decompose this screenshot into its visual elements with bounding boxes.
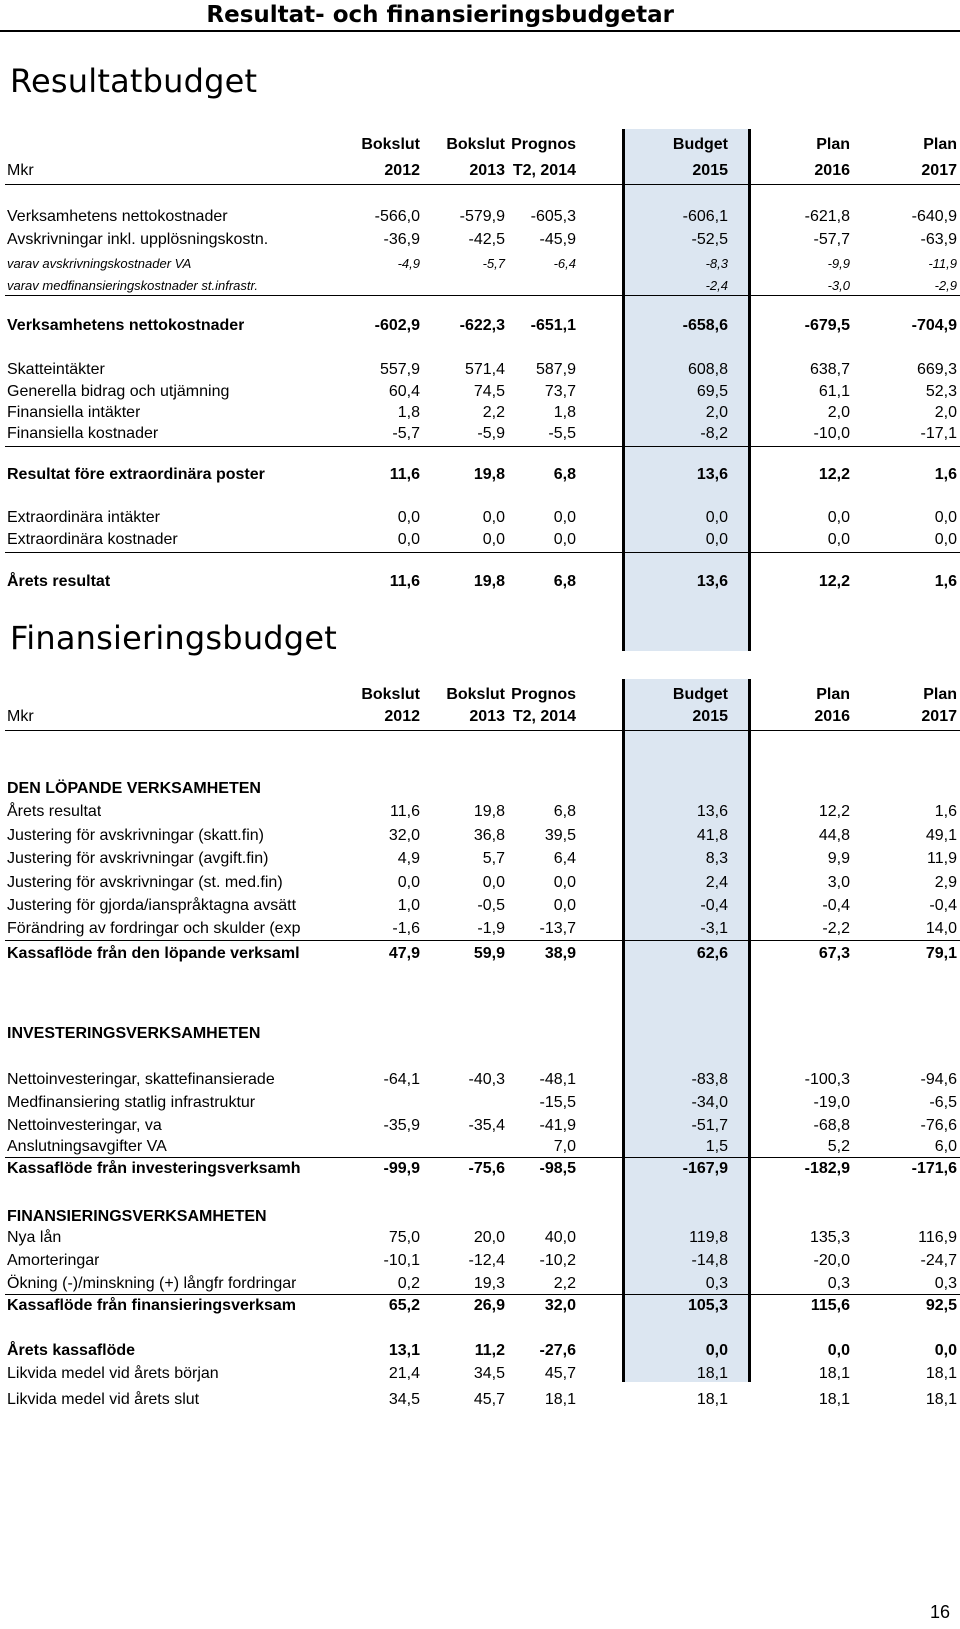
row-label: Justering för avskrivningar (st. med.fin) bbox=[7, 874, 283, 891]
page-header bbox=[0, 0, 960, 32]
value-cell: 34,5 bbox=[388, 1391, 420, 1408]
row-label: Verksamhetens nettokostnader bbox=[7, 208, 228, 225]
table-row bbox=[0, 1340, 960, 1362]
value-cell: 6,4 bbox=[553, 850, 576, 867]
table-row bbox=[0, 1069, 960, 1091]
row-label: Nya lån bbox=[7, 1229, 62, 1246]
table-row bbox=[0, 1023, 960, 1045]
value-cell: Budget bbox=[672, 686, 728, 703]
column-header-row bbox=[0, 706, 960, 728]
row-label: INVESTERINGSVERKSAMHETEN bbox=[7, 1025, 261, 1042]
value-cell: 2015 bbox=[692, 708, 728, 725]
value-cell: -605,3 bbox=[530, 208, 576, 225]
value-cell: -622,3 bbox=[459, 317, 505, 334]
value-cell: 14,0 bbox=[925, 920, 957, 937]
value-cell: Budget bbox=[672, 136, 728, 153]
row-label: Skatteintäkter bbox=[7, 361, 105, 378]
value-cell: -8,2 bbox=[700, 425, 728, 442]
table-row bbox=[0, 381, 960, 403]
value-cell: 12,2 bbox=[818, 573, 850, 590]
value-cell: 7,0 bbox=[553, 1138, 576, 1155]
value-cell: 0,0 bbox=[397, 874, 420, 891]
value-cell: -9,9 bbox=[827, 256, 850, 271]
row-rule bbox=[5, 552, 960, 553]
value-cell: 8,3 bbox=[705, 850, 728, 867]
value-cell: -5,7 bbox=[482, 256, 505, 271]
value-cell: 0,0 bbox=[482, 531, 505, 548]
value-cell: -1,9 bbox=[477, 920, 505, 937]
row-label: FINANSIERINGSVERKSAMHETEN bbox=[7, 1208, 267, 1225]
value-cell: 18,1 bbox=[818, 1365, 850, 1382]
value-cell: 11,6 bbox=[389, 466, 420, 483]
value-cell: 608,8 bbox=[687, 361, 728, 378]
table-row bbox=[0, 529, 960, 551]
value-cell: -6,4 bbox=[553, 256, 576, 271]
table-row bbox=[0, 1273, 960, 1295]
value-cell: -704,9 bbox=[911, 317, 957, 334]
value-cell: -11,9 bbox=[928, 256, 957, 271]
value-cell: 19,8 bbox=[473, 573, 505, 590]
value-cell: 12,2 bbox=[818, 803, 850, 820]
value-cell: 116,9 bbox=[918, 1229, 957, 1246]
value-cell: -83,8 bbox=[691, 1071, 728, 1088]
value-cell: Bokslut bbox=[361, 136, 420, 153]
row-label: Anslutningsavgifter VA bbox=[7, 1138, 167, 1155]
row-label: Kassaflöde från finansieringsverksam bbox=[7, 1297, 297, 1314]
table-row bbox=[0, 848, 960, 870]
value-cell: 52,3 bbox=[925, 383, 957, 400]
table-row bbox=[0, 359, 960, 381]
value-cell: -99,9 bbox=[383, 1160, 420, 1177]
table-row bbox=[0, 1206, 960, 1228]
value-cell: 2012 bbox=[384, 708, 420, 725]
table-row bbox=[0, 206, 960, 228]
table-row bbox=[0, 1115, 960, 1137]
value-cell: 49,1 bbox=[925, 827, 957, 844]
row-rule bbox=[5, 940, 960, 941]
value-cell: 62,6 bbox=[696, 945, 728, 962]
value-cell: -0,4 bbox=[929, 897, 957, 914]
value-cell: 21,4 bbox=[388, 1365, 420, 1382]
table-row bbox=[0, 253, 960, 275]
table-row bbox=[0, 943, 960, 965]
value-cell: 0,0 bbox=[934, 531, 957, 548]
table-row bbox=[0, 872, 960, 894]
row-label: Justering för gjorda/ianspråktagna avsätt bbox=[7, 897, 297, 914]
value-cell: 11,2 bbox=[474, 1342, 505, 1359]
value-cell: 5,2 bbox=[827, 1138, 850, 1155]
value-cell: -5,9 bbox=[477, 425, 505, 442]
row-label: Generella bidrag och utjämning bbox=[7, 383, 230, 400]
table-row bbox=[0, 402, 960, 424]
value-cell: 45,7 bbox=[544, 1365, 576, 1382]
value-cell: 557,9 bbox=[379, 361, 420, 378]
row-label: varav avskrivningskostnader VA bbox=[7, 256, 192, 271]
table-row bbox=[0, 275, 960, 297]
row-label: Likvida medel vid årets början bbox=[7, 1365, 219, 1382]
value-cell: -6,5 bbox=[929, 1094, 957, 1111]
value-cell: 119,8 bbox=[689, 1229, 728, 1246]
table-row bbox=[0, 1158, 960, 1180]
value-cell: 2013 bbox=[469, 708, 505, 725]
row-label: Ökning (-)/minskning (+) långfr fordringar bbox=[7, 1275, 297, 1292]
row-label: Verksamhetens nettokostnader bbox=[7, 317, 245, 334]
value-cell: 47,9 bbox=[388, 945, 420, 962]
value-cell: 135,3 bbox=[809, 1229, 850, 1246]
value-cell: Prognos bbox=[511, 136, 576, 153]
value-cell: 105,3 bbox=[687, 1297, 728, 1314]
value-cell: T2, 2014 bbox=[512, 708, 576, 725]
value-cell: 32,0 bbox=[388, 827, 420, 844]
value-cell: 2,0 bbox=[934, 404, 957, 421]
row-label: DEN LÖPANDE VERKSAMHETEN bbox=[7, 780, 261, 797]
value-cell: -12,4 bbox=[468, 1252, 505, 1269]
value-cell: 2017 bbox=[921, 162, 957, 179]
value-cell: 2,2 bbox=[482, 404, 505, 421]
value-cell: 0,0 bbox=[827, 509, 850, 526]
value-cell: 6,0 bbox=[934, 1138, 957, 1155]
value-cell: 5,7 bbox=[482, 850, 505, 867]
value-cell: 11,6 bbox=[390, 803, 420, 820]
value-cell: -19,0 bbox=[813, 1094, 850, 1111]
row-label: Amorteringar bbox=[7, 1252, 100, 1269]
value-cell: 44,8 bbox=[818, 827, 850, 844]
row-label: Årets resultat bbox=[7, 803, 102, 820]
value-cell: -5,5 bbox=[548, 425, 576, 442]
value-cell: -566,0 bbox=[374, 208, 420, 225]
value-cell: 0,0 bbox=[553, 874, 576, 891]
resultatbudget-title: Resultatbudget bbox=[10, 62, 258, 100]
value-cell: -2,2 bbox=[822, 920, 850, 937]
value-cell: -42,5 bbox=[468, 231, 505, 248]
value-cell: -100,3 bbox=[804, 1071, 850, 1088]
value-cell: 11,9 bbox=[927, 850, 957, 867]
value-cell: -35,9 bbox=[383, 1117, 420, 1134]
table-row bbox=[0, 1092, 960, 1114]
value-cell: 19,3 bbox=[473, 1275, 505, 1292]
value-cell: 26,9 bbox=[473, 1297, 505, 1314]
value-cell: 61,1 bbox=[818, 383, 850, 400]
value-cell: 20,0 bbox=[473, 1229, 505, 1246]
value-cell: 79,1 bbox=[925, 945, 957, 962]
value-cell: -34,0 bbox=[691, 1094, 728, 1111]
value-cell: Prognos bbox=[511, 686, 576, 703]
value-cell: -10,2 bbox=[539, 1252, 576, 1269]
value-cell: 1,6 bbox=[934, 803, 957, 820]
value-cell: Plan bbox=[816, 136, 850, 153]
value-cell: -651,1 bbox=[530, 317, 576, 334]
value-cell: -182,9 bbox=[804, 1160, 850, 1177]
value-cell: 0,0 bbox=[482, 509, 505, 526]
value-cell: -0,4 bbox=[822, 897, 850, 914]
value-cell: 6,8 bbox=[553, 466, 576, 483]
value-cell: -10,0 bbox=[813, 425, 850, 442]
table-row bbox=[0, 229, 960, 251]
row-label: Justering för avskrivningar (avgift.fin) bbox=[7, 850, 269, 867]
value-cell: 6,8 bbox=[553, 803, 576, 820]
value-cell: 0,3 bbox=[934, 1275, 957, 1292]
value-cell: 1,5 bbox=[705, 1138, 728, 1155]
value-cell: 2,4 bbox=[705, 874, 728, 891]
value-cell: -20,0 bbox=[813, 1252, 850, 1269]
value-cell: 60,4 bbox=[388, 383, 420, 400]
row-label: Årets kassaflöde bbox=[7, 1342, 136, 1359]
value-cell: -3,1 bbox=[700, 920, 728, 937]
table-row bbox=[0, 801, 960, 823]
mkr-label: Mkr bbox=[7, 162, 34, 179]
value-cell: 0,0 bbox=[934, 509, 957, 526]
value-cell: -17,1 bbox=[920, 425, 957, 442]
mkr-label: Mkr bbox=[7, 708, 34, 725]
value-cell: -57,7 bbox=[813, 231, 850, 248]
value-cell: 92,5 bbox=[925, 1297, 957, 1314]
value-cell: T2, 2014 bbox=[512, 162, 576, 179]
value-cell: -602,9 bbox=[374, 317, 420, 334]
value-cell: -640,9 bbox=[911, 208, 957, 225]
value-cell: 69,5 bbox=[696, 383, 728, 400]
value-cell: 75,0 bbox=[388, 1229, 420, 1246]
table-row bbox=[0, 918, 960, 940]
value-cell: 1,8 bbox=[397, 404, 420, 421]
table-row bbox=[0, 895, 960, 917]
row-label: Kassaflöde från investeringsverksamh bbox=[7, 1160, 301, 1177]
value-cell: 13,6 bbox=[696, 803, 728, 820]
value-cell: 2,2 bbox=[553, 1275, 576, 1292]
row-label: Justering för avskrivningar (skatt.fin) bbox=[7, 827, 264, 844]
table-row bbox=[0, 778, 960, 800]
page-header-title: Resultat- och finansieringsbudgetar bbox=[206, 2, 674, 28]
value-cell: 2,9 bbox=[934, 874, 957, 891]
value-cell: -606,1 bbox=[682, 208, 728, 225]
row-rule bbox=[5, 1157, 960, 1158]
value-cell: -8,3 bbox=[705, 256, 728, 271]
value-cell: -14,8 bbox=[691, 1252, 728, 1269]
value-cell: 0,0 bbox=[482, 874, 505, 891]
header-rule bbox=[5, 730, 960, 731]
value-cell: 587,9 bbox=[535, 361, 576, 378]
value-cell: 0,0 bbox=[705, 509, 728, 526]
row-label: Finansiella intäkter bbox=[7, 404, 141, 421]
value-cell: 6,8 bbox=[553, 573, 576, 590]
value-cell: 1,0 bbox=[397, 897, 420, 914]
value-cell: 0,0 bbox=[397, 509, 420, 526]
value-cell: -621,8 bbox=[804, 208, 850, 225]
value-cell: 38,9 bbox=[544, 945, 576, 962]
value-cell: 669,3 bbox=[916, 361, 957, 378]
value-cell: -41,9 bbox=[539, 1117, 576, 1134]
value-cell: 1,6 bbox=[934, 573, 957, 590]
row-rule bbox=[5, 1294, 960, 1295]
value-cell: -2,9 bbox=[934, 278, 957, 293]
value-cell: -5,7 bbox=[392, 425, 420, 442]
value-cell: -3,0 bbox=[827, 278, 850, 293]
row-label: Kassaflöde från den löpande verksaml bbox=[7, 945, 300, 962]
table-row bbox=[0, 1363, 960, 1385]
value-cell: 4,9 bbox=[397, 850, 420, 867]
value-cell: -40,3 bbox=[468, 1071, 505, 1088]
value-cell: 0,0 bbox=[705, 1342, 728, 1359]
value-cell: 2016 bbox=[814, 708, 850, 725]
value-cell: 18,1 bbox=[696, 1391, 728, 1408]
value-cell: -13,7 bbox=[539, 920, 576, 937]
value-cell: 0,3 bbox=[705, 1275, 728, 1292]
row-label: Resultat före extraordinära poster bbox=[7, 466, 265, 483]
table-row bbox=[0, 1389, 960, 1411]
value-cell: -48,1 bbox=[539, 1071, 576, 1088]
row-label: Nettoinvesteringar, va bbox=[7, 1117, 162, 1134]
row-label: Extraordinära kostnader bbox=[7, 531, 178, 548]
value-cell: -45,9 bbox=[539, 231, 576, 248]
value-cell: 0,0 bbox=[705, 531, 728, 548]
value-cell: 59,9 bbox=[473, 945, 505, 962]
header-rule bbox=[5, 184, 960, 185]
value-cell: Bokslut bbox=[361, 686, 420, 703]
value-cell: -579,9 bbox=[459, 208, 505, 225]
value-cell: 2013 bbox=[469, 162, 505, 179]
value-cell: 18,1 bbox=[925, 1365, 957, 1382]
value-cell: 18,1 bbox=[818, 1391, 850, 1408]
value-cell: -76,6 bbox=[920, 1117, 957, 1134]
row-rule bbox=[5, 295, 960, 296]
row-label: Förändring av fordringar och skulder (exp bbox=[7, 920, 301, 937]
value-cell: 2016 bbox=[814, 162, 850, 179]
column-header-row bbox=[0, 684, 960, 706]
value-cell: 73,7 bbox=[544, 383, 576, 400]
value-cell: 638,7 bbox=[809, 361, 850, 378]
value-cell: Plan bbox=[816, 686, 850, 703]
value-cell: 115,6 bbox=[810, 1297, 850, 1314]
value-cell: 18,1 bbox=[544, 1391, 576, 1408]
table-row bbox=[0, 1295, 960, 1317]
value-cell: -24,7 bbox=[920, 1252, 957, 1269]
value-cell: -75,6 bbox=[468, 1160, 505, 1177]
value-cell: -27,6 bbox=[539, 1342, 576, 1359]
table-row bbox=[0, 1250, 960, 1272]
table-row bbox=[0, 571, 960, 593]
value-cell: 36,8 bbox=[473, 827, 505, 844]
value-cell: -679,5 bbox=[804, 317, 850, 334]
value-cell: -1,6 bbox=[392, 920, 420, 937]
value-cell: -68,8 bbox=[813, 1117, 850, 1134]
row-rule bbox=[5, 446, 960, 447]
row-label: Extraordinära intäkter bbox=[7, 509, 160, 526]
value-cell: -98,5 bbox=[539, 1160, 576, 1177]
value-cell: 0,0 bbox=[827, 1342, 850, 1359]
value-cell: 65,2 bbox=[388, 1297, 420, 1314]
value-cell: 34,5 bbox=[473, 1365, 505, 1382]
value-cell: -171,6 bbox=[911, 1160, 957, 1177]
value-cell: 19,8 bbox=[473, 803, 505, 820]
value-cell: 2012 bbox=[384, 162, 420, 179]
value-cell: 2,0 bbox=[827, 404, 850, 421]
value-cell: -51,7 bbox=[691, 1117, 728, 1134]
value-cell: 0,0 bbox=[934, 1342, 957, 1359]
value-cell: 0,0 bbox=[827, 531, 850, 548]
value-cell: -36,9 bbox=[383, 231, 420, 248]
value-cell: 74,5 bbox=[473, 383, 505, 400]
value-cell: 0,0 bbox=[553, 509, 576, 526]
value-cell: 11,6 bbox=[389, 573, 420, 590]
value-cell: -167,9 bbox=[682, 1160, 728, 1177]
value-cell: -64,1 bbox=[383, 1071, 420, 1088]
value-cell: 571,4 bbox=[464, 361, 505, 378]
finansieringsbudget-title: Finansieringsbudget bbox=[10, 619, 337, 657]
value-cell: 2017 bbox=[921, 708, 957, 725]
value-cell: 40,0 bbox=[544, 1229, 576, 1246]
value-cell: -10,1 bbox=[383, 1252, 420, 1269]
row-label: Årets resultat bbox=[7, 573, 111, 590]
value-cell: 18,1 bbox=[925, 1391, 957, 1408]
value-cell: 32,0 bbox=[544, 1297, 576, 1314]
value-cell: -94,6 bbox=[920, 1071, 957, 1088]
value-cell: 12,2 bbox=[818, 466, 850, 483]
value-cell: 9,9 bbox=[827, 850, 850, 867]
value-cell: 0,3 bbox=[827, 1275, 850, 1292]
value-cell: 0,2 bbox=[397, 1275, 420, 1292]
value-cell: -4,9 bbox=[397, 256, 420, 271]
value-cell: 3,0 bbox=[827, 874, 850, 891]
value-cell: 2015 bbox=[692, 162, 728, 179]
value-cell: 13,6 bbox=[696, 466, 728, 483]
value-cell: Bokslut bbox=[446, 136, 505, 153]
value-cell: 19,8 bbox=[473, 466, 505, 483]
row-label: varav medfinansieringskostnader st.infrastr. bbox=[7, 278, 258, 293]
value-cell: 0,0 bbox=[397, 531, 420, 548]
table-row bbox=[0, 464, 960, 486]
value-cell: 0,0 bbox=[553, 897, 576, 914]
value-cell: Plan bbox=[923, 686, 957, 703]
value-cell: -0,5 bbox=[477, 897, 505, 914]
page-number: 16 bbox=[929, 1602, 950, 1622]
table-row bbox=[0, 825, 960, 847]
value-cell: 41,8 bbox=[696, 827, 728, 844]
table-row bbox=[0, 1136, 960, 1158]
table-row bbox=[0, 423, 960, 445]
value-cell: 0,0 bbox=[553, 531, 576, 548]
table-row bbox=[0, 315, 960, 337]
value-cell: 13,1 bbox=[388, 1342, 420, 1359]
row-label: Finansiella kostnader bbox=[7, 425, 159, 442]
row-label: Likvida medel vid årets slut bbox=[7, 1391, 200, 1408]
value-cell: Bokslut bbox=[446, 686, 505, 703]
table-row bbox=[0, 1227, 960, 1249]
value-cell: -2,4 bbox=[705, 278, 728, 293]
column-header-row bbox=[0, 134, 960, 156]
value-cell: -658,6 bbox=[682, 317, 728, 334]
value-cell: 13,6 bbox=[696, 573, 728, 590]
value-cell: -0,4 bbox=[700, 897, 728, 914]
table-row bbox=[0, 507, 960, 529]
value-cell: 18,1 bbox=[696, 1365, 728, 1382]
value-cell: 39,5 bbox=[544, 827, 576, 844]
column-header-row bbox=[0, 160, 960, 182]
row-label: Nettoinvesteringar, skattefinansierade bbox=[7, 1071, 275, 1088]
row-label: Medfinansiering statlig infrastruktur bbox=[7, 1094, 256, 1111]
value-cell: -52,5 bbox=[691, 231, 728, 248]
value-cell: 2,0 bbox=[705, 404, 728, 421]
value-cell: 45,7 bbox=[473, 1391, 505, 1408]
value-cell: 1,6 bbox=[934, 466, 957, 483]
value-cell: Plan bbox=[923, 136, 957, 153]
row-label: Avskrivningar inkl. upplösningskostn. bbox=[7, 231, 269, 248]
value-cell: 67,3 bbox=[818, 945, 850, 962]
value-cell: -63,9 bbox=[920, 231, 957, 248]
value-cell: -35,4 bbox=[468, 1117, 505, 1134]
value-cell: -15,5 bbox=[539, 1094, 576, 1111]
value-cell: 1,8 bbox=[553, 404, 576, 421]
